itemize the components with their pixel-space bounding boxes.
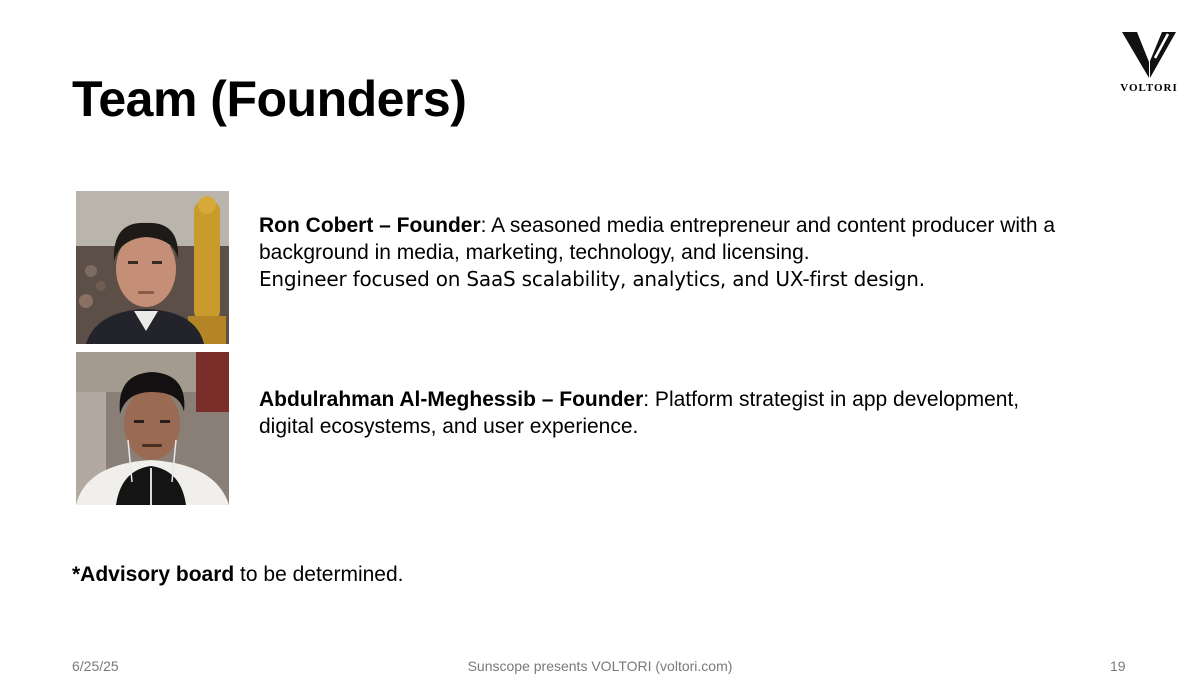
- founder-bio-ron-cobert: [259, 212, 1059, 293]
- logo-wordmark: VOLTORI: [1120, 82, 1178, 94]
- advisory-board-label: *Advisory board: [72, 563, 235, 586]
- founder-photo-ron-cobert: [76, 191, 229, 344]
- advisory-board-text: to be determined.: [234, 563, 404, 586]
- footer-presenter: Sunscope presents VOLTORI (voltori.com): [467, 658, 733, 674]
- footer-date: 6/25/25: [72, 658, 119, 674]
- footer-page-number: 19: [1110, 658, 1126, 674]
- founder-description: : A seasoned media entrepreneur and content producer with a background in media, marketing, technology, and licensing.: [259, 214, 1056, 264]
- voltori-logo: [1112, 32, 1186, 94]
- voltori-v-logo-icon: [1122, 32, 1176, 80]
- founder-description: : Platform strategist in app development, digital ecosystems, and user experience.: [259, 388, 1020, 438]
- slide-title: Team (Founders): [72, 71, 467, 127]
- founder-extra-description: Engineer focused on SaaS scalability, analytics, and UX-first design.: [259, 267, 925, 291]
- founder-bio-abdulrahman-al-meghessib: [259, 386, 1059, 440]
- advisory-board-note: [72, 563, 404, 587]
- founder-name: Ron Cobert – Founder: [259, 214, 481, 237]
- founder-name: Abdulrahman Al-Meghessib – Founder: [259, 388, 644, 411]
- founder-photo-abdulrahman-al-meghessib: [76, 352, 229, 505]
